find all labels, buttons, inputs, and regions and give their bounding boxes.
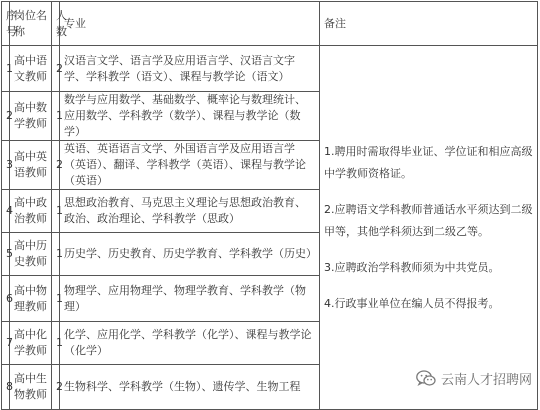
remarks-cell — [320, 46, 538, 410]
header-major: 专业 — [60, 2, 320, 46]
row-no: 6 — [2, 276, 10, 322]
row-position: 高中物理教师 — [10, 276, 52, 322]
wechat-icon — [416, 370, 436, 387]
row-no: 7 — [2, 322, 10, 365]
row-count: 2 — [52, 365, 60, 410]
row-count: 1 — [52, 322, 60, 365]
row-position: 高中化学教师 — [10, 322, 52, 365]
row-position: 高中语文教师 — [10, 46, 52, 92]
row-major: 英语、英语语言文学、外国语言学及应用语言学（英语）、翻译、学科教学（英语）、课程与教学论（英语） — [60, 141, 320, 190]
row-no: 3 — [2, 141, 10, 190]
recruitment-table — [1, 1, 538, 410]
row-major: 化学、应用化学、学科教学（化学）、课程与教学论（化学） — [60, 322, 320, 365]
header-no: 序号 — [2, 2, 10, 46]
row-position: 高中英语教师 — [10, 141, 52, 190]
row-major: 汉语言文学、语言学及应用语言学、汉语言文字学、学科教学（语文）、课程与教学论（语文） — [60, 46, 320, 92]
table-header-row — [2, 2, 538, 46]
row-no: 4 — [2, 190, 10, 233]
row-count: 1 — [52, 190, 60, 233]
watermark — [416, 369, 532, 388]
row-count: 2 — [52, 141, 60, 190]
watermark-text: 云南人才招聘网 — [440, 373, 532, 388]
row-no: 5 — [2, 233, 10, 276]
header-count: 人数 — [52, 2, 60, 46]
row-count: 1 — [52, 233, 60, 276]
row-major: 生物科学、学科教学（生物）、遗传学、生物工程 — [60, 365, 320, 410]
row-no: 8 — [2, 365, 10, 410]
row-count: 1 — [52, 276, 60, 322]
row-position: 高中数学教师 — [10, 92, 52, 141]
row-count: 1 — [52, 92, 60, 141]
row-major: 物理学、应用物理学、物理学教育、学科教学（物理） — [60, 276, 320, 322]
remark-item: 1.聘用时需取得毕业证、学位证和相应高级中学教师资格证。 — [324, 144, 533, 180]
header-remarks: 备注 — [320, 2, 538, 46]
remark-item: 3.应聘政治学科教师须为中共党员。 — [324, 260, 500, 274]
row-count: 2 — [52, 46, 60, 92]
row-position: 高中政治教师 — [10, 190, 52, 233]
remark-item: 2.应聘语文学科教师普通话水平须达到二级甲等，其他学科须达到二级乙等。 — [324, 202, 533, 238]
row-no: 2 — [2, 92, 10, 141]
row-position: 高中生物教师 — [10, 365, 52, 410]
row-position: 高中历史教师 — [10, 233, 52, 276]
table-row — [2, 46, 538, 92]
row-no: 1 — [2, 46, 10, 92]
row-major: 数学与应用数学、基础数学、概率论与数理统计、应用数学、学科教学（数学）、课程与教学论（数学） — [60, 92, 320, 141]
remark-item: 4.行政事业单位在编人员不得报考。 — [324, 296, 500, 310]
header-position: 岗位名称 — [10, 2, 52, 46]
row-major: 思想政治教育、马克思主义理论与思想政治教育、政治、政治理论、学科教学（思政） — [60, 190, 320, 233]
row-major: 历史学、历史教育、历史学教育、学科教学（历史） — [60, 233, 320, 276]
